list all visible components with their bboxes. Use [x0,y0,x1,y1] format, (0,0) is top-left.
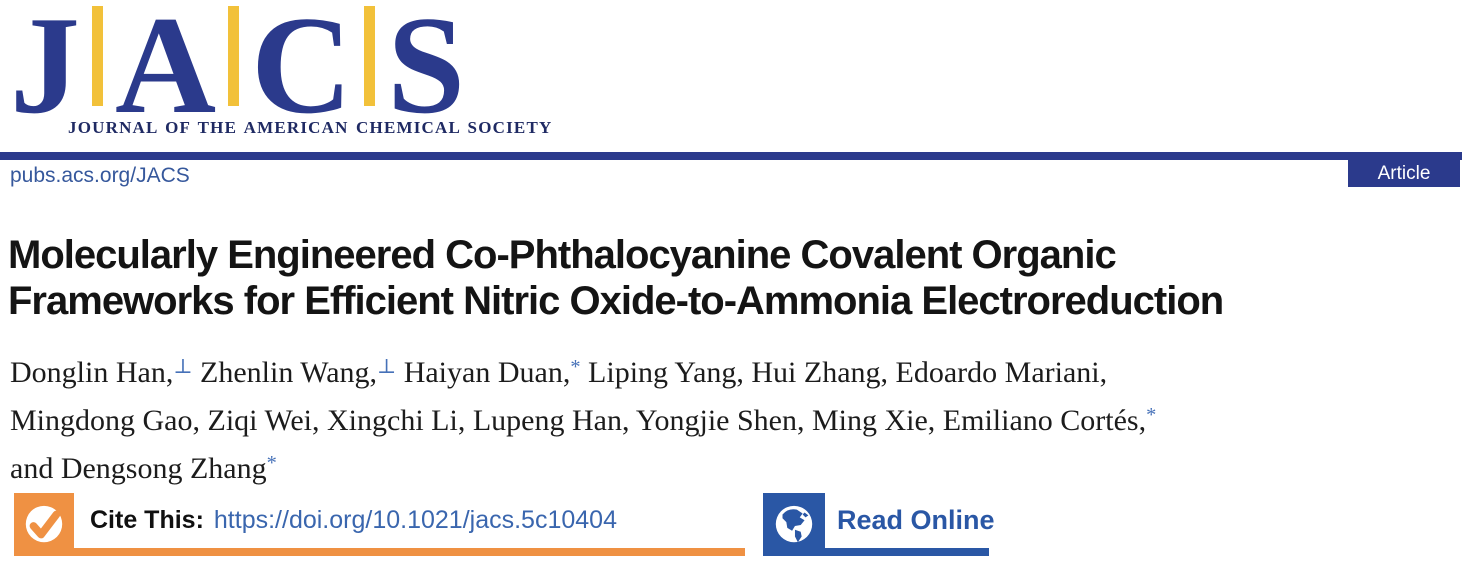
paper-title [8,232,1223,324]
jacs-logo [10,0,466,143]
author-names: and Dengsong Zhang [10,452,267,486]
gold-divider-bar [364,6,375,106]
logo-letter-j: J [10,0,80,143]
checkmark-icon [21,502,67,548]
affiliation-marker: ⊥ [377,356,397,378]
author-line [10,346,1458,394]
author-line [10,394,1458,442]
paper-title-line1: Molecularly Engineered Co-Phthalocyanine Covalent Organic [8,233,1116,277]
article-type-badge: Article [1348,160,1460,187]
masthead-rule [0,152,1462,160]
cite-this-label: Cite This: [90,506,204,534]
cite-this-block [14,493,745,556]
affiliation-marker: * [1146,404,1157,427]
affiliation-marker: * [570,356,581,378]
globe-icon [771,502,817,548]
author-list [10,346,1458,491]
cite-underline [14,548,745,556]
read-online-block[interactable] [763,493,995,556]
affiliation-marker: * [266,452,277,475]
journal-name: JOURNAL OF THE AMERICAN CHEMICAL SOCIETY [68,118,553,137]
journal-url-link[interactable]: pubs.acs.org/JACS [10,164,190,187]
author-names: Donglin Han, [10,356,174,390]
gold-divider-bar [228,6,239,106]
logo-letter-s: S [387,0,466,143]
logo-letter-c: C [251,0,353,143]
author-names: Mingdong Gao, Ziqi Wei, Xingchi Li, Lupeng Han, Yongjie Shen, Ming Xie, Emiliano Cortés, [10,404,1147,438]
logo-letter-a: A [115,0,217,143]
affiliation-marker: ⊥ [173,356,193,378]
author-line [10,442,1458,490]
read-online-label[interactable]: Read Online [837,505,995,535]
paper-title-line2: Frameworks for Efficient Nitric Oxide-to-Ammonia Electroreduction [8,279,1224,323]
author-names: Liping Yang, Hui Zhang, Edoardo Mariani, [580,356,1108,390]
doi-link[interactable]: https://doi.org/10.1021/jacs.5c10404 [213,506,617,534]
author-names: Zhenlin Wang, [192,356,378,390]
gold-divider-bar [92,6,103,106]
author-names: Haiyan Duan, [396,356,571,390]
cite-text-row [90,493,617,548]
cite-check-badge[interactable] [14,493,74,556]
read-online-badge[interactable] [763,493,825,556]
